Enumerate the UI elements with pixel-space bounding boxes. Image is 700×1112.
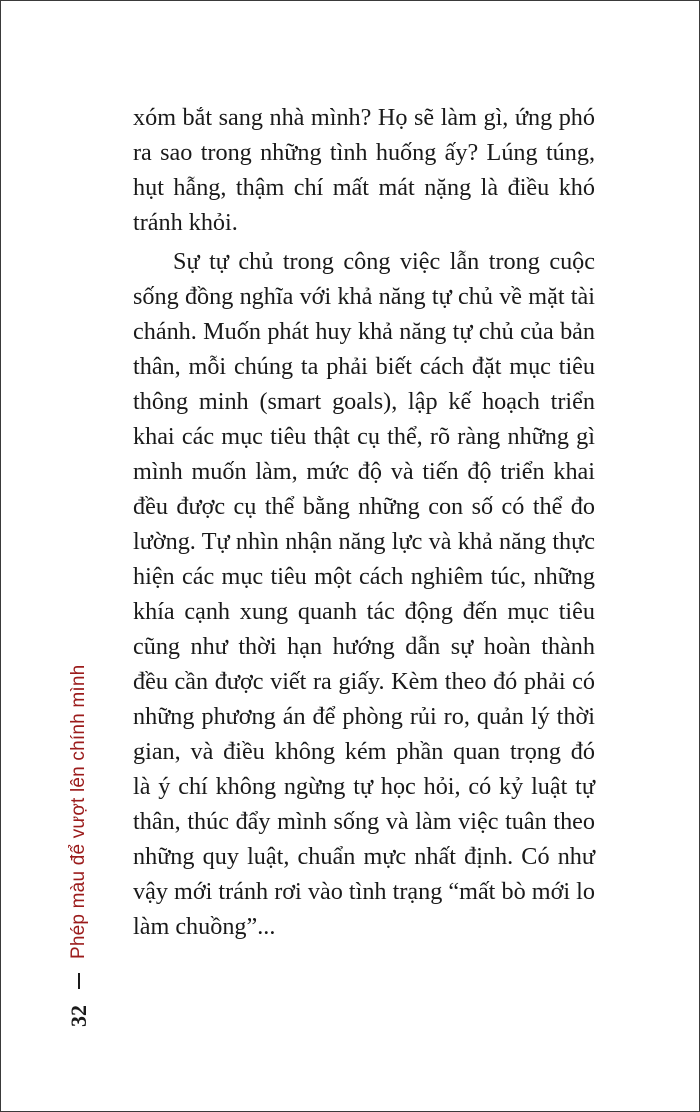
body-text-line: thân, mỗi chúng ta phải biết cách đặt mục tiêu xyxy=(133,353,595,380)
body-text-line: Sự tự chủ trong công việc lẫn trong cuộc xyxy=(173,248,595,275)
body-text-line: hiện các mục tiêu một cách nghiêm túc, những xyxy=(133,563,595,590)
body-text-line: những quy luật, chuẩn mực nhất định. Có như xyxy=(133,843,595,870)
body-text-line: khía cạnh xung quanh tác động đến mục tiêu xyxy=(133,598,595,625)
body-text-line: làm chuồng”... xyxy=(133,913,276,940)
book-title: Phép màu để vượt lên chính mình xyxy=(68,664,89,959)
body-text-line: mình muốn làm, mức độ và tiến độ triển khai xyxy=(133,458,595,485)
body-text-line: khai các mục tiêu thật cụ thể, rõ ràng những gì xyxy=(133,423,595,450)
body-text-line: ra sao trong những tình huống ấy? Lúng túng, xyxy=(133,139,595,166)
body-text-line: vậy mới tránh rơi vào tình trạng “mất bò mới lo xyxy=(133,878,595,905)
body-text-line: lường. Tự nhìn nhận năng lực và khả năng thực xyxy=(133,528,595,555)
body-text-line: tránh khỏi. xyxy=(133,209,238,236)
running-header xyxy=(61,617,101,1027)
body-text-line: là ý chí không ngừng tự học hỏi, có kỷ luật tự xyxy=(133,773,595,800)
body-text-line: xóm bắt sang nhà mình? Họ sẽ làm gì, ứng phó xyxy=(133,104,595,131)
body-text-line: thông minh (smart goals), lập kế hoạch triển xyxy=(133,388,595,415)
body-text-line: sống đồng nghĩa với khả năng tự chủ về mặt tài xyxy=(133,283,595,310)
body-text-line: đều cần được viết ra giấy. Kèm theo đó phải có xyxy=(133,668,595,695)
body-text-line: chánh. Muốn phát huy khả năng tự chủ của bản xyxy=(133,318,595,345)
body-text-line: hụt hẫng, thậm chí mất mát nặng là điều khó xyxy=(133,174,595,201)
body-text-line: đều được cụ thể bằng những con số có thể đo xyxy=(133,493,595,520)
body-text-line: những phương án để phòng rủi ro, quản lý thời xyxy=(133,703,595,730)
body-text-line: cũng như thời hạn hướng dẫn sự hoàn thành xyxy=(133,633,595,660)
header-separator xyxy=(78,973,80,989)
body-text-line: gian, và điều không kém phần quan trọng đó xyxy=(133,738,595,765)
body-text-line: thân, thúc đẩy mình sống và làm việc tuân theo xyxy=(133,808,595,835)
page-number: 32 xyxy=(66,1005,91,1027)
